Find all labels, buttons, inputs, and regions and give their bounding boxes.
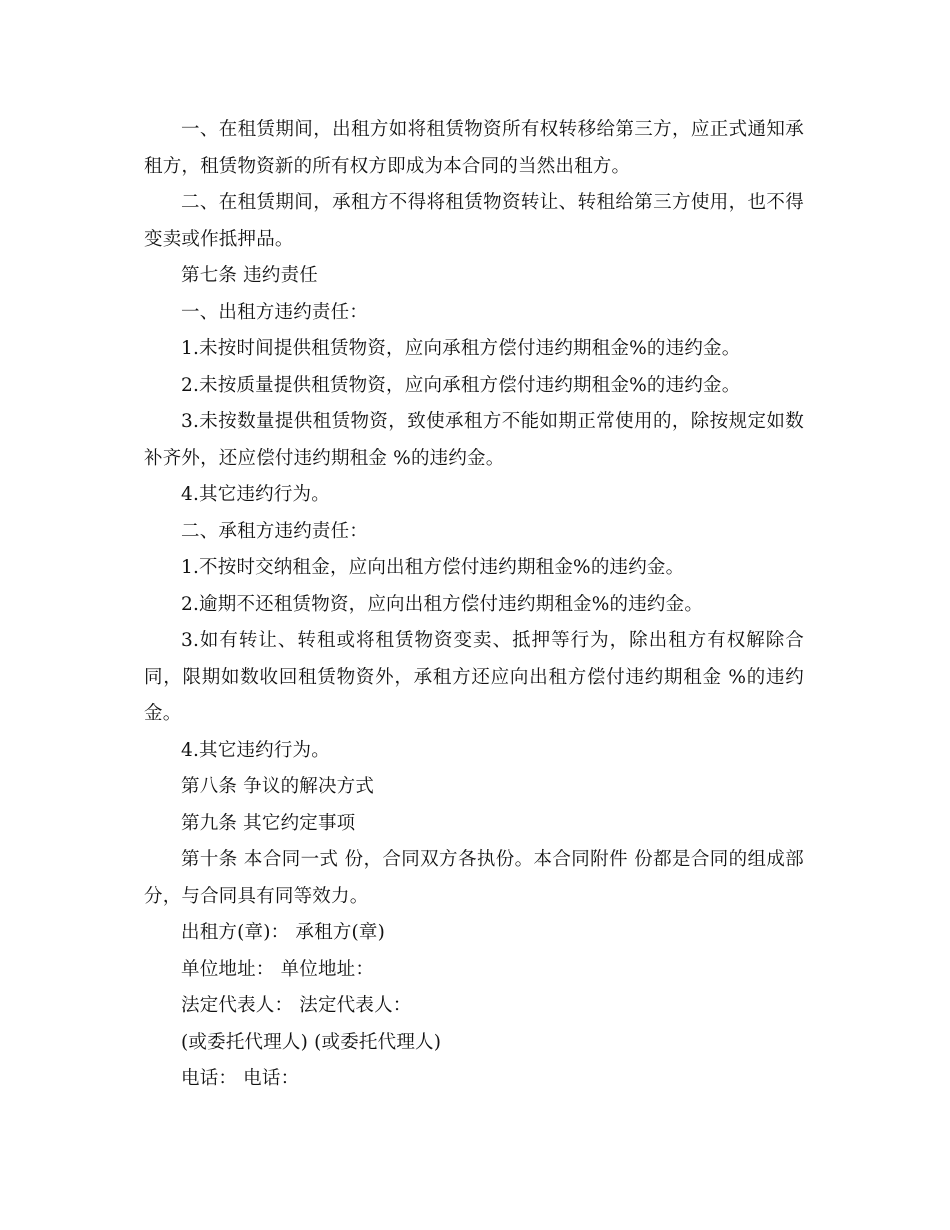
article-10-text: 第十条 本合同一式 份，合同双方各执份。本合同附件 份都是合同的组成部分，与合同具有同等效力。 xyxy=(144,849,804,907)
signature-representative-line: 法定代表人： 法定代表人： xyxy=(181,995,412,1016)
lessor-liability-item-1: 1.未按时间提供租赁物资，应向承租方偿付违约期租金%的违约金。 xyxy=(181,338,741,359)
lessor-liability-heading: 一、出租方违约责任： xyxy=(181,301,369,323)
article-9-heading: 第九条 其它约定事项 xyxy=(181,812,356,834)
lessor-liability-item-2: 2.未按质量提供租赁物资，应向承租方偿付违约期租金%的违约金。 xyxy=(181,374,741,396)
article-7-heading: 第七条 违约责任 xyxy=(181,265,318,286)
document-body xyxy=(144,112,804,1098)
signature-phone-line: 电话： 电话： xyxy=(181,1068,300,1089)
lessee-liability-item-4: 4.其它违约行为。 xyxy=(181,739,330,761)
lessee-liability-heading: 二、承租方违约责任： xyxy=(181,520,369,542)
lessee-liability-item-2: 2.逾期不还租赁物资，应向出租方偿付违约期租金%的违约金。 xyxy=(181,593,704,615)
signature-seal-line: 出租方(章)： 承租方(章) xyxy=(181,922,386,943)
lessee-liability-item-1: 1.不按时交纳租金，应向出租方偿付违约期租金%的违约金。 xyxy=(181,557,685,578)
lessor-liability-item-3: 3.未按数量提供租赁物资，致使承租方不能如期正常使用的，除按规定如数补齐外，还应偿付违约期租金 %的违约金。 xyxy=(144,411,804,469)
clause-no-sublease: 二、在租赁期间，承租方不得将租赁物资转让、转租给第三方使用，也不得变卖或作抵押品。 xyxy=(144,192,804,250)
lessee-liability-item-3: 3.如有转让、转租或将租赁物资变卖、抵押等行为，除出租方有权解除合同，限期如数收回租赁物资外，承租方还应向出租方偿付违约期租金 %的违约金。 xyxy=(144,630,804,724)
lessor-liability-item-4: 4.其它违约行为。 xyxy=(181,484,330,505)
signature-agent-line: (或委托代理人) (或委托代理人) xyxy=(181,1031,442,1053)
clause-transfer-ownership: 一、在租赁期间，出租方如将租赁物资所有权转移给第三方，应正式通知承租方，租赁物资新的所有权方即成为本合同的当然出租方。 xyxy=(144,119,804,177)
article-8-heading: 第八条 争议的解决方式 xyxy=(181,776,375,797)
signature-address-line: 单位地址： 单位地址： xyxy=(181,958,375,980)
